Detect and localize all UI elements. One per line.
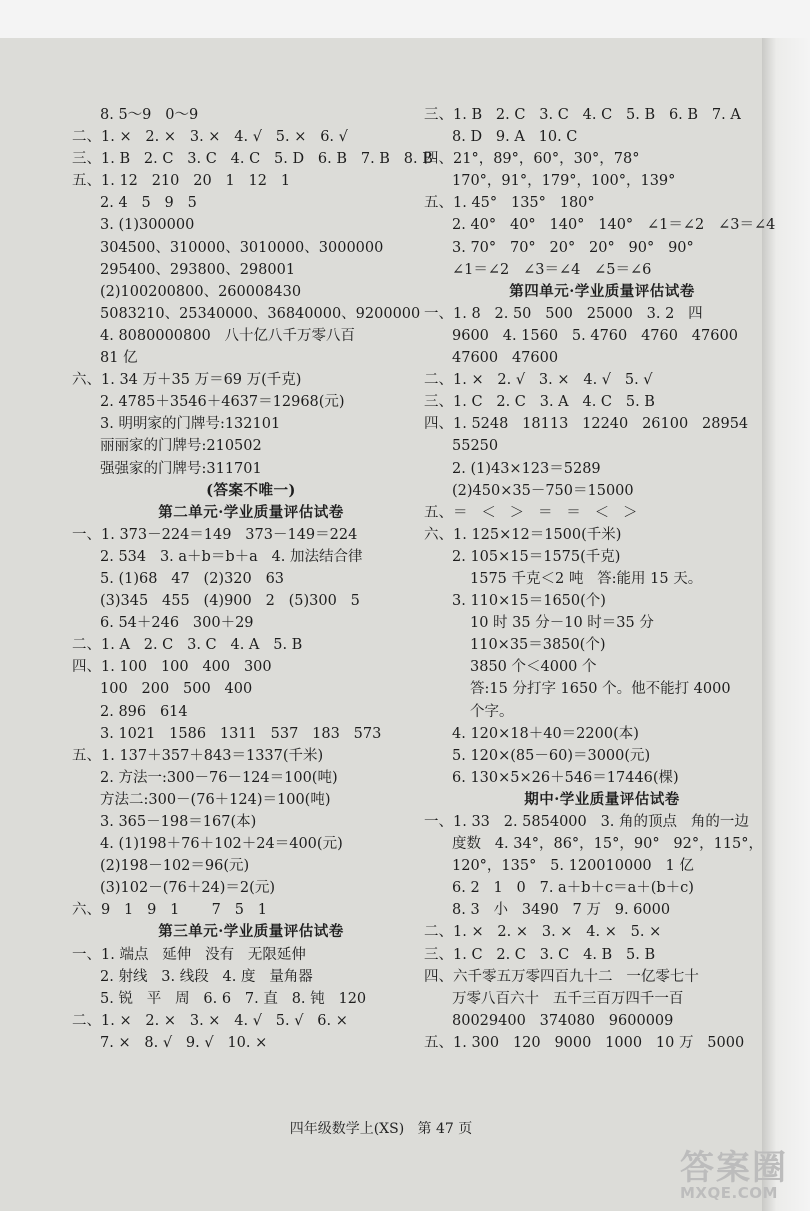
- left-answer-line: 7. × 8. √ 9. √ 10. ×: [100, 1034, 268, 1051]
- right-answer-line: 六、1. 125×12＝1500(千米): [424, 526, 622, 543]
- left-answer-line: 3. 1021 1586 1311 537 183 573: [100, 725, 382, 742]
- left-answer-line: 3. (1)300000: [100, 217, 195, 234]
- left-answer-line: 三、1. B 2. C 3. C 4. C 5. D 6. B 7. B 8. B: [72, 151, 433, 168]
- left-answer-line: 2. 4785＋3546＋4637＝12968(元): [100, 394, 345, 411]
- left-answer-line: 304500、310000、3010000、3000000: [100, 239, 384, 256]
- left-answer-line: 方法二:300－(76＋124)＝100(吨): [100, 791, 331, 808]
- right-answer-line: 三、1. C 2. C 3. C 4. B 5. B: [424, 946, 656, 963]
- left-answer-line: 强强家的门牌号:311701: [100, 460, 262, 477]
- right-answer-line: 一、1. 33 2. 5854000 3. 角的顶点 角的一边: [424, 814, 749, 830]
- right-answer-line: ∠1＝∠2 ∠3＝∠4 ∠5＝∠6: [452, 261, 652, 278]
- right-answer-line: 6. 2 1 0 7. a＋b＋c＝a＋(b＋c): [452, 880, 694, 897]
- left-answer-line: 81 亿: [100, 350, 138, 367]
- left-answer-line: 二、1. × 2. × 3. × 4. √ 5. √ 6. ×: [72, 1012, 348, 1029]
- left-answer-line: 六、9 1 9 1 7 5 1: [72, 902, 267, 919]
- right-answer-line: 四、六千零五万零四百九十二 一亿零七十: [424, 968, 699, 985]
- right-answer-line: 2. (1)43×123＝5289: [452, 460, 601, 477]
- right-answer-line: 个字。: [470, 703, 514, 720]
- left-answer-line: 2. 4 5 9 5: [100, 195, 197, 212]
- left-answer-line: 100 200 500 400: [100, 681, 253, 698]
- left-section-heading: 第二单元·学业质量评估试卷: [158, 503, 344, 521]
- right-answer-line: 五、＝ ＜ ＞ ＝ ＝ ＜ ＞: [424, 504, 638, 521]
- left-answer-line: 一、1. 373－224＝149 373－149＝224: [72, 526, 358, 543]
- right-answer-line: 2. 40° 40° 140° 140° ∠1＝∠2 ∠3＝∠4: [452, 217, 776, 234]
- left-answer-line: 一、1. 端点 延伸 没有 无限延伸: [72, 946, 306, 963]
- right-answer-line: 1575 千克＜2 吨 答:能用 15 天。: [470, 570, 703, 587]
- left-answer-line: 六、1. 34 万＋35 万＝69 万(千克): [72, 372, 302, 389]
- left-answer-line: 8. 5～9 0～9: [100, 107, 199, 123]
- left-answer-line: 二、1. A 2. C 3. C 4. A 5. B: [72, 637, 303, 654]
- right-section-heading: 第四单元·学业质量评估试卷: [509, 282, 695, 300]
- left-answer-line: 2. 射线 3. 线段 4. 度 量角器: [100, 968, 313, 985]
- right-answer-line: 二、1. × 2. √ 3. × 4. √ 5. √: [424, 372, 653, 389]
- page-footer: 四年级数学上(XS) 第 47 页: [289, 1121, 473, 1137]
- right-answer-line: 8. 3 小 3490 7 万 9. 6000: [452, 902, 671, 919]
- right-answer-line: 110×35＝3850(个): [470, 637, 606, 654]
- right-answer-line: 120°，135° 5. 120010000 1 亿: [452, 858, 694, 875]
- right-answer-line: 9600 4. 1560 5. 4760 4760 47600: [452, 327, 738, 344]
- scan-top-margin: [0, 0, 810, 38]
- right-answer-line: 6. 130×5×26＋546＝17446(棵): [452, 769, 679, 786]
- left-answer-line: 2. 方法一:300－76－124＝100(吨): [100, 769, 338, 786]
- left-section-heading: 第三单元·学业质量评估试卷: [158, 923, 344, 941]
- right-answer-line: 四、1. 5248 18113 12240 26100 28954: [424, 416, 749, 433]
- left-column: [72, 104, 433, 1054]
- right-answer-line: 4. 120×18＋40＝2200(本): [452, 725, 639, 742]
- left-answer-line: 5. 锐 平 周 6. 6 7. 直 8. 钝 120: [100, 990, 367, 1007]
- left-answer-line: 五、1. 137＋357＋843＝1337(千米): [72, 747, 324, 764]
- right-column: [424, 104, 776, 1054]
- right-answer-line: 47600 47600: [452, 350, 559, 367]
- left-answer-line: 丽丽家的门牌号:210502: [100, 438, 262, 455]
- left-answer-line: 3. 365－198＝167(本): [100, 814, 257, 830]
- left-answer-line: 5. (1)68 47 (2)320 63: [100, 570, 285, 587]
- watermark-url: MXQE.COM: [680, 1184, 778, 1202]
- left-answer-line: 二、1. × 2. × 3. × 4. √ 5. × 6. √: [72, 129, 348, 146]
- watermark: [680, 1140, 806, 1206]
- right-answer-line: 3. 70° 70° 20° 20° 90° 90°: [452, 239, 694, 256]
- right-answer-line: 170°，91°，179°，100°，139°: [452, 173, 676, 190]
- right-answer-line: 五、1. 300 120 9000 1000 10 万 5000: [424, 1034, 745, 1051]
- left-answer-line: 四、1. 100 100 400 300: [72, 659, 272, 676]
- right-answer-line: 3. 110×15＝1650(个): [452, 593, 606, 610]
- right-answer-line: 3850 个＜4000 个: [470, 659, 597, 676]
- left-answer-line: 2. 534 3. a＋b＝b＋a 4. 加法结合律: [100, 548, 363, 565]
- left-section-heading: (答案不唯一): [206, 481, 296, 499]
- right-section-heading: 期中·学业质量评估试卷: [524, 790, 680, 808]
- left-answer-line: (2)198－102＝96(元): [100, 858, 250, 875]
- left-answer-line: 3. 明明家的门牌号:132101: [100, 416, 281, 433]
- right-answer-line: 55250: [452, 438, 499, 455]
- right-answer-line: 万零八百六十 五千三百万四千一百: [452, 990, 684, 1007]
- left-answer-line: 6. 54＋246 300＋29: [100, 615, 254, 632]
- right-answer-line: 2. 105×15＝1575(千克): [452, 548, 621, 565]
- right-answer-line: 10 时 35 分－10 时＝35 分: [470, 615, 654, 632]
- right-answer-line: 5. 120×(85－60)＝3000(元): [452, 747, 651, 764]
- right-answer-line: 一、1. 8 2. 50 500 25000 3. 2 四: [424, 305, 703, 322]
- right-answer-line: 度数 4. 34°，86°，15°，90° 92°，115°，: [452, 836, 764, 853]
- left-answer-line: 295400、293800、298001: [100, 261, 296, 278]
- right-answer-line: 80029400 374080 9600009: [452, 1012, 674, 1029]
- left-answer-line: 五、1. 12 210 20 1 12 1: [72, 173, 291, 190]
- left-answer-line: 2. 896 614: [100, 703, 188, 720]
- right-answer-line: 8. D 9. A 10. C: [452, 129, 578, 146]
- right-answer-line: 二、1. × 2. × 3. × 4. × 5. ×: [424, 924, 662, 941]
- right-answer-line: 三、1. C 2. C 3. A 4. C 5. B: [424, 394, 655, 411]
- left-answer-line: 4. 8080000800 八十亿八千万零八百: [100, 327, 356, 344]
- watermark-brand: 答案圈: [680, 1148, 788, 1188]
- right-answer-line: 三、1. B 2. C 3. C 4. C 5. B 6. B 7. A: [424, 107, 741, 123]
- right-answer-line: (2)450×35－750＝15000: [452, 482, 634, 499]
- left-answer-line: 4. (1)198＋76＋102＋24＝400(元): [100, 836, 343, 853]
- right-answer-line: 五、1. 45° 135° 180°: [424, 195, 595, 212]
- left-answer-line: (3)345 455 (4)900 2 (5)300 5: [100, 593, 360, 610]
- right-answer-line: 四、21°，89°，60°，30°，78°: [424, 151, 640, 168]
- right-answer-line: 答:15 分打字 1650 个。他不能打 4000: [470, 681, 731, 698]
- left-answer-line: 5083210、25340000、36840000、9200000: [100, 305, 421, 322]
- left-answer-line: (2)100200800、260008430: [100, 283, 302, 300]
- left-answer-line: (3)102－(76＋24)＝2(元): [100, 880, 275, 897]
